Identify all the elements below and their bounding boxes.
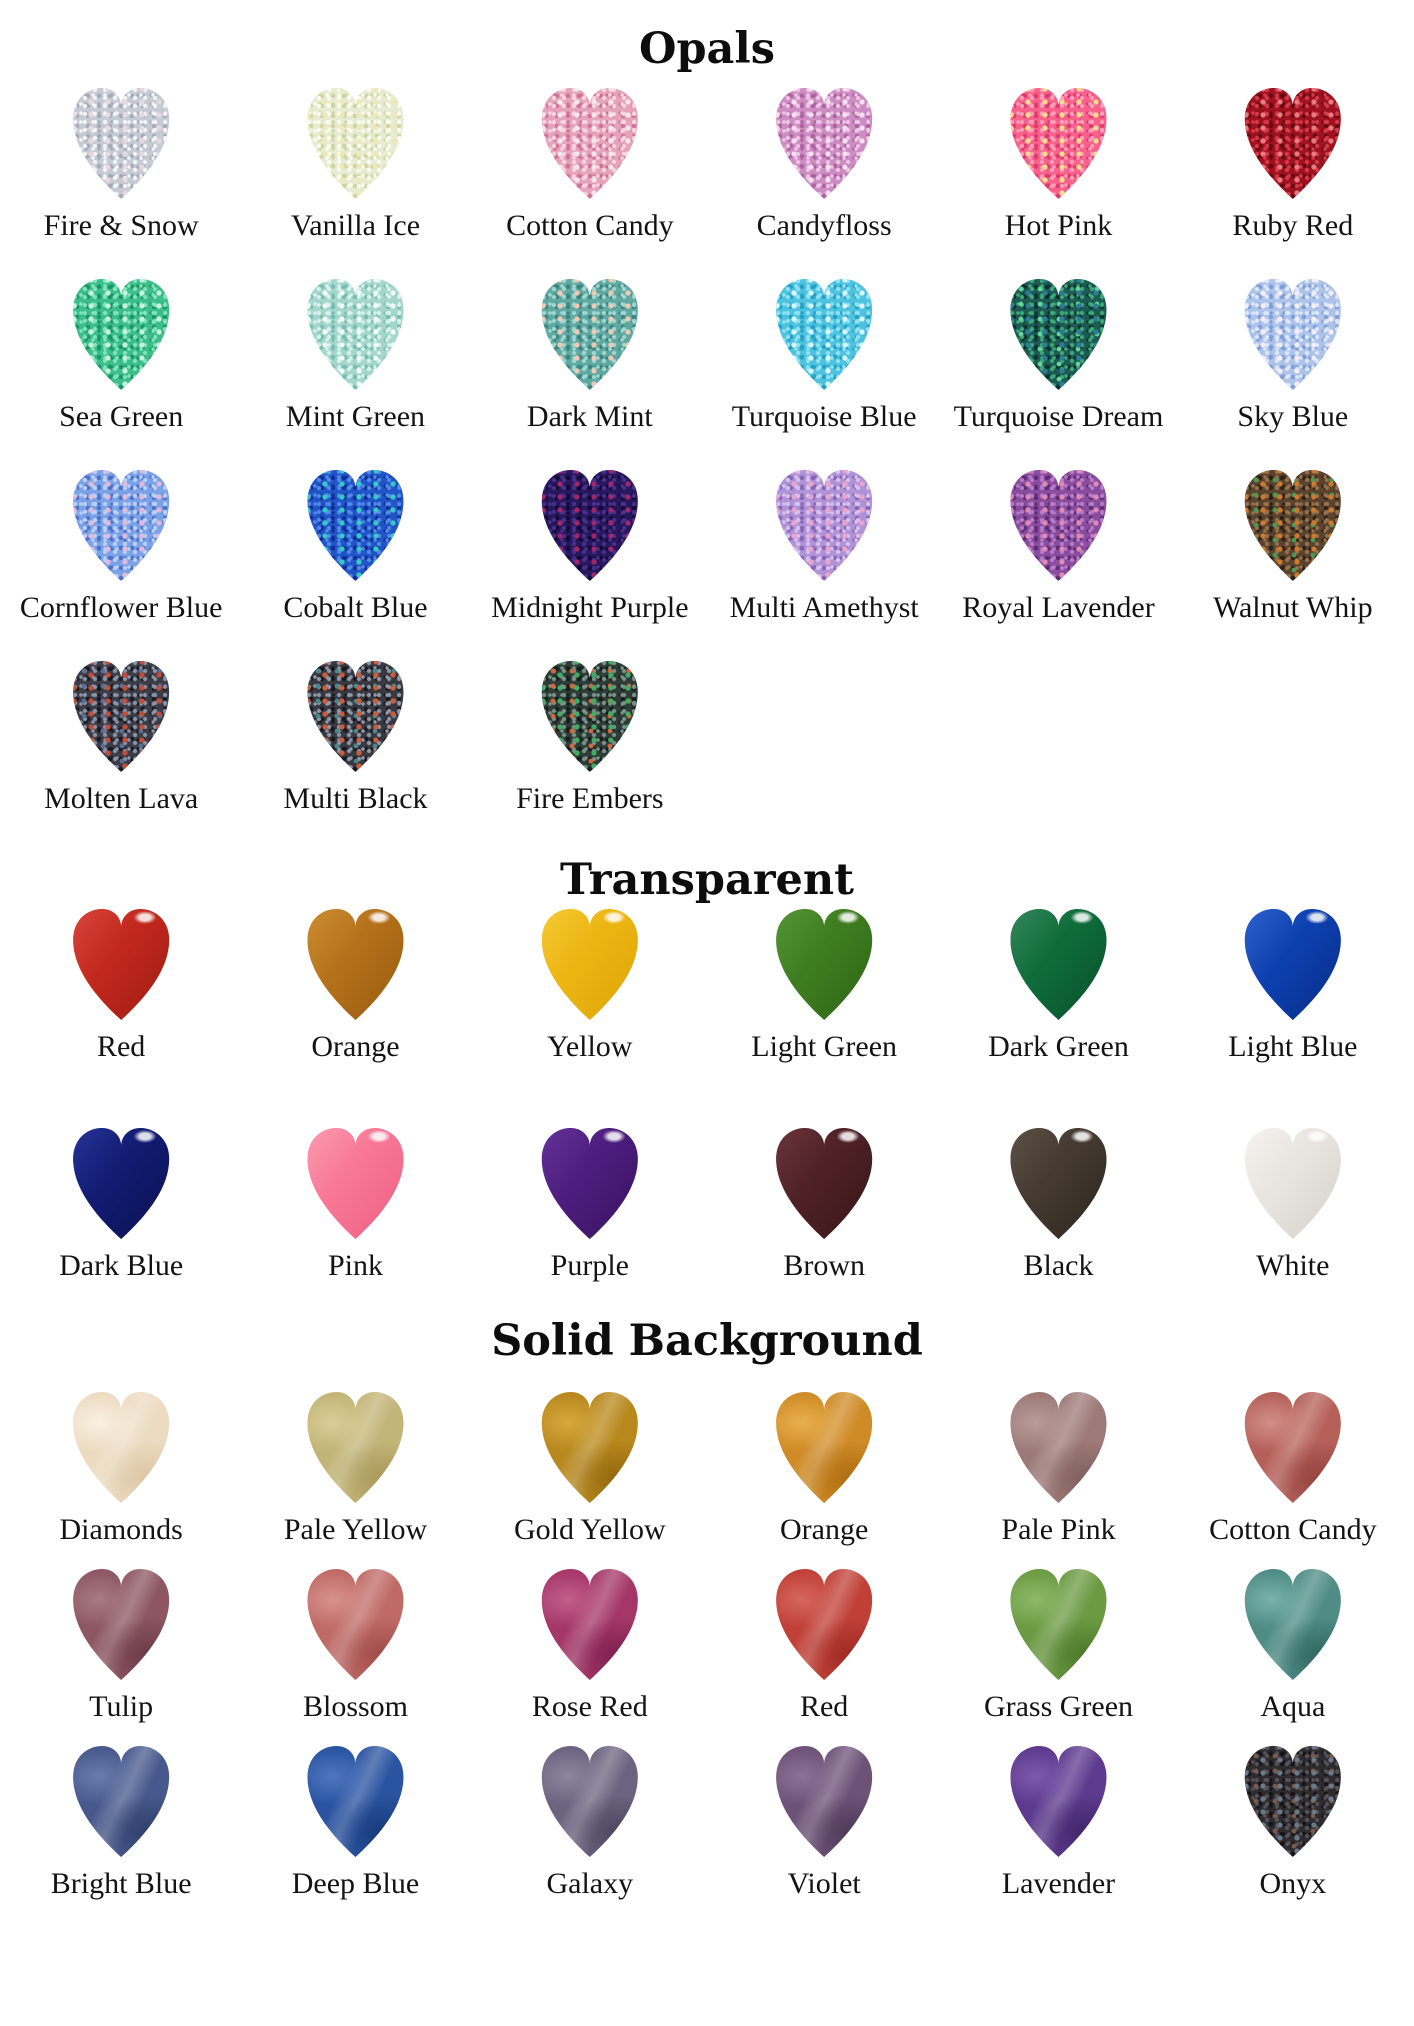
- heart-swatch-icon: [540, 907, 640, 1023]
- heart-swatch-icon: [1243, 1390, 1343, 1506]
- swatch-label: Dark Green: [988, 1030, 1129, 1063]
- heart-swatch-icon: [774, 1390, 874, 1506]
- swatch: [1209, 1390, 1377, 1548]
- heart-swatch-icon: [71, 86, 171, 202]
- swatch: [1213, 468, 1373, 626]
- swatch-label: Turquoise Dream: [953, 400, 1164, 433]
- swatch-label: Dark Blue: [59, 1249, 184, 1282]
- swatch-label: Orange: [311, 1030, 400, 1063]
- swatch-label: Pink: [327, 1249, 383, 1282]
- swatch-section: [0, 1318, 1414, 1902]
- swatch: [305, 907, 405, 1065]
- swatch: [774, 1567, 874, 1725]
- swatch: [59, 277, 183, 435]
- swatch-label: Walnut Whip: [1213, 591, 1373, 624]
- heart-swatch-icon: [71, 1567, 171, 1683]
- swatch: [506, 86, 674, 244]
- heart-swatch-icon: [774, 1744, 874, 1860]
- heart-swatch-icon: [305, 468, 405, 584]
- section-title: Transparent: [560, 855, 854, 905]
- heart-swatch-icon: [71, 1126, 171, 1242]
- swatch-section: [0, 26, 1414, 817]
- swatch: [1237, 277, 1348, 435]
- swatch: [730, 468, 919, 626]
- swatch-grid: [0, 1390, 1414, 1902]
- heart-swatch-icon: [1008, 1744, 1108, 1860]
- swatch-label: Deep Blue: [291, 1867, 420, 1900]
- heart-swatch-icon: [1243, 907, 1343, 1023]
- swatch: [984, 1567, 1133, 1725]
- heart-swatch-icon: [305, 1390, 405, 1506]
- heart-swatch-icon: [774, 277, 874, 393]
- swatch-label: Molten Lava: [44, 782, 199, 815]
- swatch-label: Multi Amethyst: [729, 591, 919, 624]
- swatch: [491, 468, 689, 626]
- swatch: [291, 86, 420, 244]
- heart-swatch-icon: [540, 1390, 640, 1506]
- swatch: [540, 1126, 640, 1284]
- swatch: [286, 277, 425, 435]
- swatch-label: Cobalt Blue: [283, 591, 428, 624]
- swatch: [283, 659, 427, 817]
- swatch: [283, 468, 427, 626]
- swatch: [71, 1567, 171, 1725]
- swatch-label: Purple: [550, 1249, 629, 1282]
- heart-swatch-icon: [540, 468, 640, 584]
- swatch: [751, 907, 897, 1065]
- heart-swatch-icon: [1008, 86, 1108, 202]
- swatch-label: Mint Green: [285, 400, 426, 433]
- swatch: [44, 86, 199, 244]
- swatch: [71, 907, 171, 1065]
- swatch: [774, 1744, 874, 1902]
- swatch: [303, 1567, 408, 1725]
- swatch: [516, 659, 663, 817]
- swatch-label: Blossom: [302, 1690, 408, 1723]
- swatch-label: Royal Lavender: [962, 591, 1155, 624]
- swatch: [51, 1744, 192, 1902]
- swatch: [1243, 1567, 1343, 1725]
- swatch-label: Brown: [783, 1249, 865, 1282]
- swatch: [514, 1390, 666, 1548]
- swatch: [60, 1390, 183, 1548]
- swatch-label: Cotton Candy: [506, 209, 674, 242]
- swatch: [540, 907, 640, 1065]
- swatch-label: Light Green: [751, 1030, 898, 1063]
- section-title: Solid Background: [491, 1316, 923, 1366]
- heart-swatch-icon: [1243, 86, 1343, 202]
- heart-swatch-icon: [305, 1744, 405, 1860]
- heart-swatch-icon: [774, 907, 874, 1023]
- heart-swatch-icon: [540, 1744, 640, 1860]
- heart-swatch-icon: [540, 1567, 640, 1683]
- swatch: [774, 1126, 874, 1284]
- swatch-label: Candyfloss: [756, 209, 892, 242]
- swatch-label: Sky Blue: [1237, 400, 1349, 433]
- swatch-label: Turquoise Blue: [731, 400, 917, 433]
- swatch: [1232, 86, 1353, 244]
- swatch-label: Diamonds: [59, 1513, 183, 1546]
- heart-swatch-icon: [305, 1126, 405, 1242]
- swatch-label: Hot Pink: [1004, 209, 1113, 242]
- swatch: [962, 468, 1154, 626]
- heart-swatch-icon: [71, 1744, 171, 1860]
- swatch: [1228, 907, 1357, 1065]
- heart-swatch-icon: [774, 86, 874, 202]
- swatch-label: Gold Yellow: [513, 1513, 666, 1546]
- swatch: [774, 1390, 874, 1548]
- color-swatch-chart: [0, 26, 1414, 2026]
- heart-swatch-icon: [1008, 1126, 1108, 1242]
- heart-swatch-icon: [1008, 907, 1108, 1023]
- swatch-label: Orange: [780, 1513, 869, 1546]
- swatch-label: Dark Mint: [526, 400, 653, 433]
- swatch: [527, 277, 653, 435]
- swatch-label: Ruby Red: [1232, 209, 1354, 242]
- swatch: [20, 468, 222, 626]
- heart-swatch-icon: [305, 659, 405, 775]
- swatch-label: White: [1256, 1249, 1330, 1282]
- swatch: [988, 907, 1129, 1065]
- heart-swatch-icon: [540, 1126, 640, 1242]
- swatch: [1001, 1390, 1115, 1548]
- heart-swatch-icon: [1008, 1567, 1108, 1683]
- swatch-label: Fire & Snow: [43, 209, 199, 242]
- heart-swatch-icon: [71, 659, 171, 775]
- swatch-label: Violet: [787, 1867, 861, 1900]
- heart-swatch-icon: [71, 468, 171, 584]
- swatch-label: Onyx: [1259, 1867, 1327, 1900]
- swatch: [532, 1567, 648, 1725]
- heart-swatch-icon: [1008, 277, 1108, 393]
- swatch-label: Red: [799, 1690, 849, 1723]
- swatch-label: Sea Green: [59, 400, 184, 433]
- heart-swatch-icon: [1243, 468, 1343, 584]
- swatch-label: Cornflower Blue: [19, 591, 223, 624]
- swatch: [732, 277, 917, 435]
- swatch: [284, 1390, 427, 1548]
- swatch: [540, 1744, 640, 1902]
- swatch-label: Pale Pink: [1001, 1513, 1116, 1546]
- heart-swatch-icon: [1243, 1126, 1343, 1242]
- heart-swatch-icon: [1243, 1567, 1343, 1683]
- heart-swatch-icon: [305, 277, 405, 393]
- swatch: [1243, 1744, 1343, 1902]
- swatch-label: Vanilla Ice: [290, 209, 421, 242]
- swatch: [1008, 1126, 1108, 1284]
- heart-swatch-icon: [305, 1567, 405, 1683]
- swatch-label: Light Blue: [1228, 1030, 1358, 1063]
- heart-swatch-icon: [774, 468, 874, 584]
- swatch: [1243, 1126, 1343, 1284]
- swatch-label: Multi Black: [283, 782, 428, 815]
- heart-swatch-icon: [1008, 1390, 1108, 1506]
- swatch: [44, 659, 198, 817]
- swatch: [954, 277, 1164, 435]
- swatch-section: [0, 857, 1414, 1284]
- swatch-label: Midnight Purple: [491, 591, 689, 624]
- section-title: Opals: [639, 24, 775, 74]
- heart-swatch-icon: [1243, 277, 1343, 393]
- heart-swatch-icon: [540, 277, 640, 393]
- swatch-label: Red: [96, 1030, 146, 1063]
- swatch: [59, 1126, 183, 1284]
- heart-swatch-icon: [1243, 1744, 1343, 1860]
- heart-swatch-icon: [71, 277, 171, 393]
- heart-swatch-icon: [540, 86, 640, 202]
- swatch: [1002, 1744, 1115, 1902]
- swatch-label: Bright Blue: [50, 1867, 192, 1900]
- swatch: [757, 86, 892, 244]
- heart-swatch-icon: [774, 1126, 874, 1242]
- heart-swatch-icon: [305, 907, 405, 1023]
- swatch-label: Grass Green: [983, 1690, 1134, 1723]
- heart-swatch-icon: [774, 1567, 874, 1683]
- swatch-label: Yellow: [547, 1030, 633, 1063]
- swatch: [305, 1126, 405, 1284]
- heart-swatch-icon: [540, 659, 640, 775]
- swatch-label: Rose Red: [531, 1690, 648, 1723]
- swatch-label: Pale Yellow: [283, 1513, 428, 1546]
- swatch-label: Black: [1023, 1249, 1094, 1282]
- swatch: [1005, 86, 1113, 244]
- swatch-label: Tulip: [89, 1690, 154, 1723]
- swatch-label: Aqua: [1260, 1690, 1326, 1723]
- swatch-label: Fire Embers: [516, 782, 664, 815]
- swatch-label: Galaxy: [546, 1867, 634, 1900]
- swatch: [292, 1744, 419, 1902]
- swatch-grid: [0, 86, 1414, 817]
- swatch-label: Lavender: [1001, 1867, 1116, 1900]
- heart-swatch-icon: [71, 1390, 171, 1506]
- heart-swatch-icon: [305, 86, 405, 202]
- swatch-label: Cotton Candy: [1209, 1513, 1377, 1546]
- heart-swatch-icon: [1008, 468, 1108, 584]
- heart-swatch-icon: [71, 907, 171, 1023]
- swatch-grid: [0, 907, 1414, 1284]
